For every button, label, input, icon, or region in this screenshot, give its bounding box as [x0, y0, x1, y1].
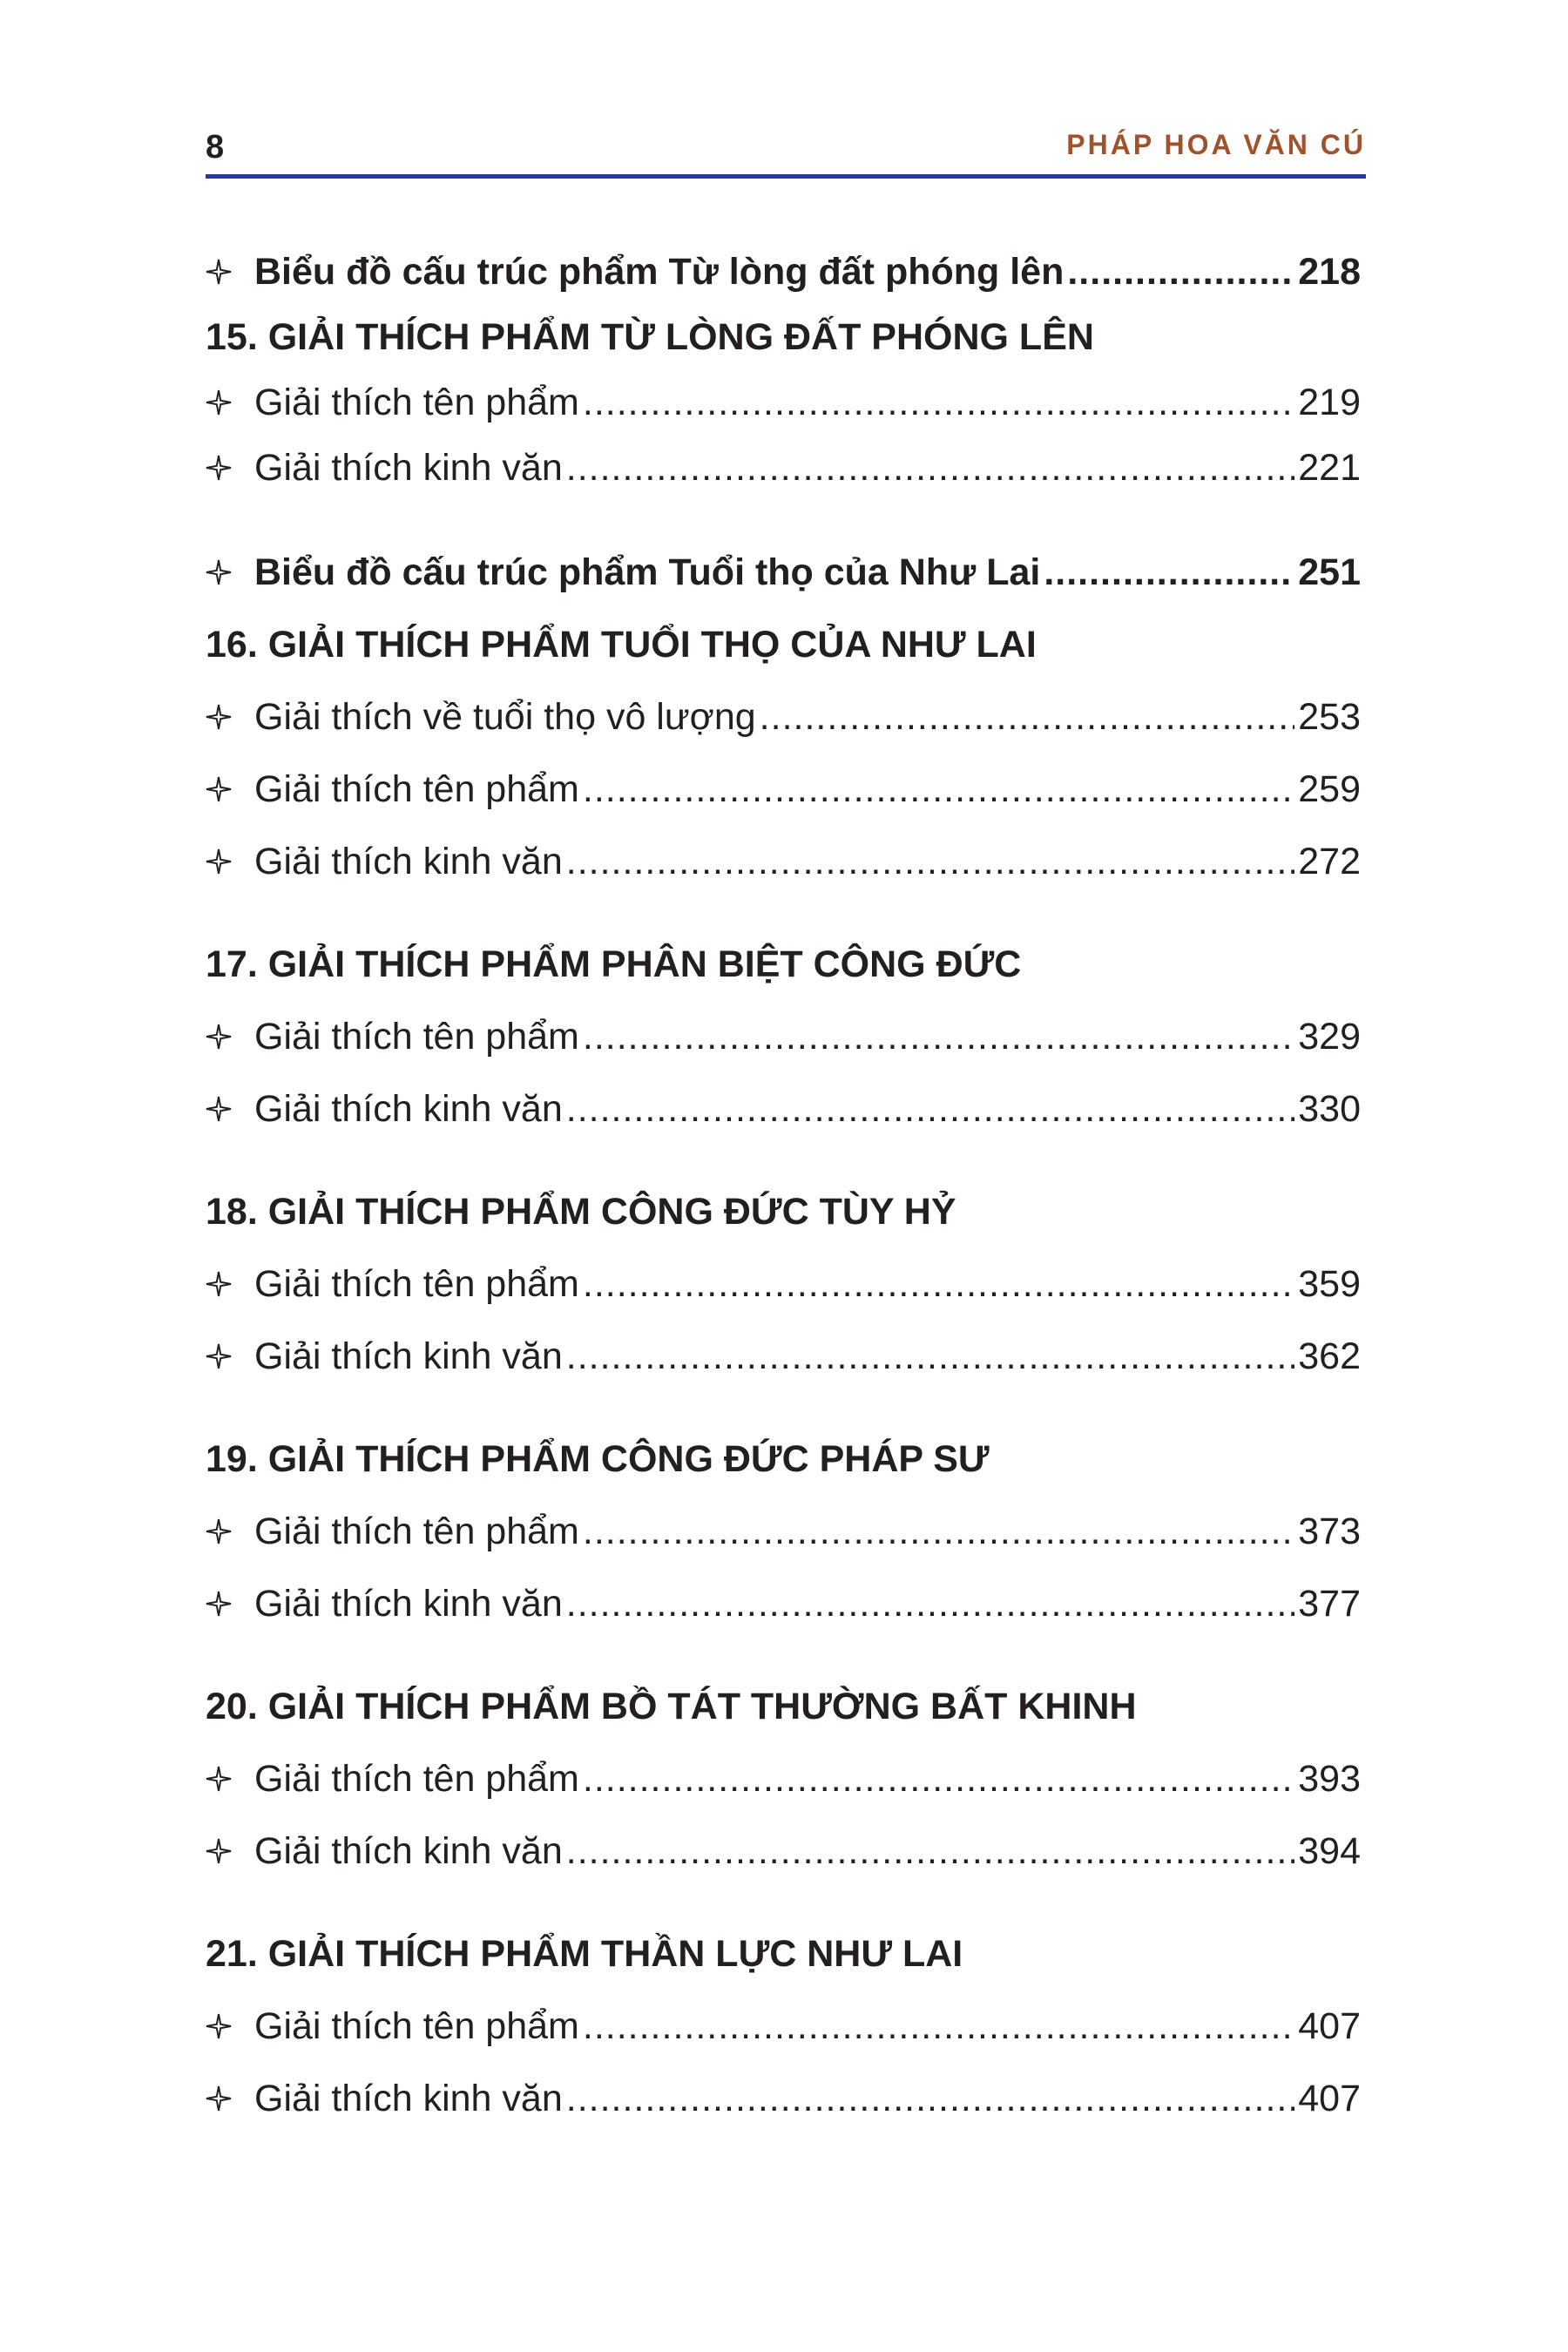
toc-entry — [206, 2000, 1361, 2052]
four-point-star-icon — [206, 704, 232, 730]
dot-leader — [583, 1016, 1294, 1058]
toc-entry-page: 221 — [1298, 446, 1361, 489]
toc-entry-page: 359 — [1298, 1262, 1361, 1305]
toc-entry — [206, 1505, 1361, 1558]
toc-entry-diagram — [206, 246, 1361, 298]
toc-entry-label: Giải thích kinh văn — [254, 1335, 563, 1377]
toc-entry-label: Giải thích tên phẩm — [254, 1510, 579, 1552]
dot-leader — [566, 841, 1295, 883]
four-point-star-icon — [206, 559, 232, 585]
chapter-title: 15. GIẢI THÍCH PHẨM TỪ LÒNG ĐẤT PHÓNG LÊN — [206, 315, 1094, 358]
toc-entry-label: Giải thích tên phẩm — [254, 381, 579, 423]
toc-entry-label: Giải thích kinh văn — [254, 840, 563, 882]
dot-leader — [583, 2005, 1294, 2048]
toc-entry — [206, 1825, 1361, 1877]
dot-leader — [583, 382, 1294, 424]
toc-entry-label: Giải thích tên phẩm — [254, 1262, 579, 1305]
four-point-star-icon — [206, 1766, 232, 1792]
toc-entry-page: 272 — [1298, 840, 1361, 882]
chapter-title: 16. GIẢI THÍCH PHẨM TUỔI THỌ CỦA NHƯ LAI — [206, 623, 1037, 666]
toc-entry-page: 253 — [1298, 695, 1361, 738]
book-title: PHÁP HOA VĂN CÚ — [1066, 129, 1366, 160]
dot-leader — [566, 1335, 1295, 1378]
toc-entry-page: 219 — [1298, 381, 1361, 423]
chapter-title: 19. GIẢI THÍCH PHẨM CÔNG ĐỨC PHÁP SƯ — [206, 1437, 990, 1480]
toc-chapter-heading — [206, 618, 1361, 671]
toc-entry-label: Giải thích tên phẩm — [254, 1757, 579, 1800]
toc-entry-page: 218 — [1298, 250, 1361, 293]
header-rule — [206, 174, 1366, 179]
toc-entry — [206, 1083, 1361, 1135]
four-point-star-icon — [206, 776, 232, 802]
dot-leader — [566, 1583, 1295, 1625]
toc-entry — [206, 1258, 1361, 1310]
chapter-title: 17. GIẢI THÍCH PHẨM PHÂN BIỆT CÔNG ĐỨC — [206, 943, 1022, 985]
toc-entry — [206, 1010, 1361, 1063]
toc-entry-diagram — [206, 546, 1361, 598]
toc-entry — [206, 1753, 1361, 1805]
toc-entry — [206, 376, 1361, 429]
toc-entry — [206, 442, 1361, 494]
chapter-title: 18. GIẢI THÍCH PHẨM CÔNG ĐỨC TÙY HỶ — [206, 1190, 956, 1233]
toc-entry — [206, 1578, 1361, 1630]
toc-chapter-heading — [206, 1433, 1361, 1485]
four-point-star-icon — [206, 848, 232, 875]
four-point-star-icon — [206, 1096, 232, 1122]
toc-entry — [206, 763, 1361, 815]
toc-entry-label: Biểu đồ cấu trúc phẩm Từ lòng đất phóng lên — [254, 250, 1064, 293]
toc-entry-label: Giải thích tên phẩm — [254, 2004, 579, 2047]
four-point-star-icon — [206, 455, 232, 481]
toc-entry — [206, 1330, 1361, 1382]
toc-entry-page: 377 — [1298, 1582, 1361, 1625]
toc-entry — [206, 2072, 1361, 2125]
four-point-star-icon — [206, 1024, 232, 1050]
toc-entry — [206, 691, 1361, 743]
dot-leader — [1067, 251, 1294, 294]
four-point-star-icon — [206, 2013, 232, 2039]
toc-entry-page: 407 — [1298, 2077, 1361, 2119]
dot-leader — [583, 1758, 1294, 1801]
toc-entry-label: Giải thích về tuổi thọ vô lượng — [254, 695, 756, 738]
toc-chapter-heading — [206, 311, 1361, 363]
toc-entry-label: Giải thích kinh văn — [254, 1087, 563, 1130]
toc-entry-page: 329 — [1298, 1015, 1361, 1058]
page-number: 8 — [206, 129, 225, 166]
toc-entry — [206, 835, 1361, 888]
toc-entry-page: 330 — [1298, 1087, 1361, 1130]
toc-chapter-heading — [206, 1928, 1361, 1980]
dot-leader — [583, 1511, 1294, 1553]
toc-entry-page: 394 — [1298, 1829, 1361, 1872]
toc-entry-page: 251 — [1298, 551, 1361, 593]
dot-leader — [566, 2078, 1295, 2120]
toc-entry-label: Biểu đồ cấu trúc phẩm Tuổi thọ của Như Lai — [254, 551, 1041, 593]
four-point-star-icon — [206, 1343, 232, 1369]
toc-entry-label: Giải thích kinh văn — [254, 1582, 563, 1625]
toc-entry-page: 407 — [1298, 2004, 1361, 2047]
dot-leader — [1044, 551, 1294, 594]
toc-entry-page: 259 — [1298, 767, 1361, 810]
four-point-star-icon — [206, 1271, 232, 1297]
chapter-title: 21. GIẢI THÍCH PHẨM THẦN LỰC NHƯ LAI — [206, 1932, 963, 1975]
toc-entry-label: Giải thích kinh văn — [254, 2077, 563, 2119]
four-point-star-icon — [206, 1518, 232, 1544]
toc-entry-page: 373 — [1298, 1510, 1361, 1552]
chapter-title: 20. GIẢI THÍCH PHẨM BỒ TÁT THƯỜNG BẤT KHINH — [206, 1685, 1137, 1727]
page-header — [206, 122, 1366, 174]
toc-entry-label: Giải thích tên phẩm — [254, 1015, 579, 1058]
four-point-star-icon — [206, 1591, 232, 1617]
four-point-star-icon — [206, 259, 232, 285]
toc-chapter-heading — [206, 1186, 1361, 1238]
toc-entry-page: 362 — [1298, 1335, 1361, 1377]
toc-entry-label: Giải thích kinh văn — [254, 446, 563, 489]
toc-chapter-heading — [206, 938, 1361, 990]
four-point-star-icon — [206, 389, 232, 416]
four-point-star-icon — [206, 1838, 232, 1864]
toc-entry-page: 393 — [1298, 1757, 1361, 1800]
dot-leader — [566, 1088, 1295, 1131]
dot-leader — [583, 768, 1294, 811]
dot-leader — [583, 1263, 1294, 1306]
dot-leader — [760, 696, 1295, 739]
four-point-star-icon — [206, 2085, 232, 2112]
toc-entry-label: Giải thích tên phẩm — [254, 767, 579, 810]
toc-entry-label: Giải thích kinh văn — [254, 1829, 563, 1872]
toc-chapter-heading — [206, 1680, 1361, 1733]
dot-leader — [566, 447, 1295, 490]
dot-leader — [566, 1830, 1295, 1873]
